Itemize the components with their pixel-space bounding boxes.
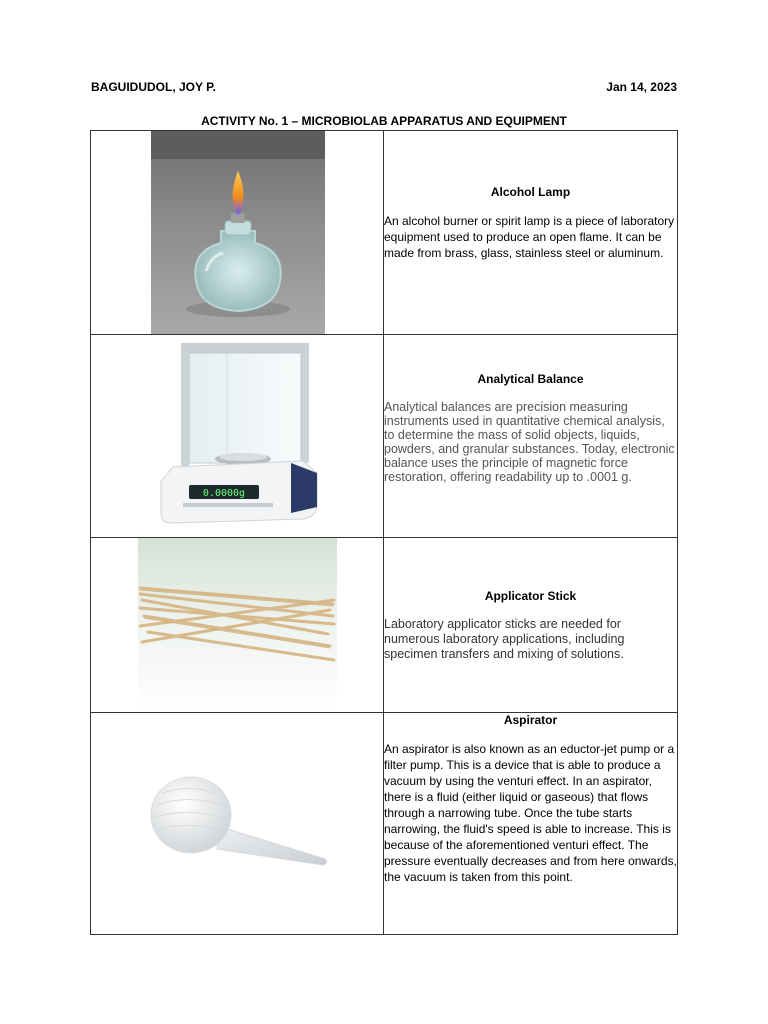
image-cell bbox=[91, 335, 384, 538]
student-name: BAGUIDUDOL, JOY P. bbox=[91, 80, 216, 94]
description-cell bbox=[384, 538, 678, 713]
item-description: Laboratory applicator sticks are needed for numerous laboratory applications, including specimen transfers and mixing of solutions. bbox=[384, 617, 625, 661]
aspirator-image bbox=[143, 765, 333, 885]
description-cell bbox=[384, 713, 678, 935]
applicator-stick-image bbox=[138, 538, 337, 710]
item-description: Analytical balances are precision measuring instruments used in quantitative chemical analysis, to determine the mass of solid objects, liquids, powders, and granular substances. Today, electronic balance uses the principle of magnetic force restoration, offering readability up to .0001 g. bbox=[384, 400, 675, 484]
item-description: An alcohol burner or spirit lamp is a piece of laboratory equipment used to produce an open flame. It can be made from brass, glass, stainless steel or aluminum. bbox=[384, 214, 675, 260]
table-row bbox=[91, 538, 678, 713]
table-row bbox=[91, 713, 678, 935]
item-title: Applicator Stick bbox=[484, 589, 577, 603]
analytical-balance-image bbox=[153, 337, 321, 533]
image-cell bbox=[91, 131, 384, 335]
balance-display: 0.0000g bbox=[202, 488, 246, 499]
image-cell bbox=[91, 538, 384, 713]
item-title: Alcohol Lamp bbox=[490, 185, 571, 199]
table-row bbox=[91, 131, 678, 335]
description-cell bbox=[384, 335, 678, 538]
item-title: Aspirator bbox=[503, 713, 558, 727]
activity-title: ACTIVITY No. 1 – MICROBIOLAB APPARATUS AND EQUIPMENT bbox=[201, 114, 567, 128]
item-title: Analytical Balance bbox=[477, 372, 584, 386]
document-date: Jan 14, 2023 bbox=[606, 80, 677, 94]
table-row bbox=[91, 335, 678, 538]
alcohol-lamp-image bbox=[151, 131, 325, 334]
item-description: An aspirator is also known as an eductor-jet pump or a filter pump. This is a device that is able to produce a vacuum by using the venturi effect. In an aspirator, there is a fluid (either liquid or gaseous) that flows through a narrowing tube. Once the tube starts narrowing, the fluid's speed is able to increase. This is because of the aforementioned venturi effect. The pressure eventually decreases and from here onwards, the vacuum is taken from this point. bbox=[384, 742, 677, 884]
image-cell bbox=[91, 713, 384, 935]
apparatus-table bbox=[90, 130, 678, 935]
description-cell bbox=[384, 131, 678, 335]
